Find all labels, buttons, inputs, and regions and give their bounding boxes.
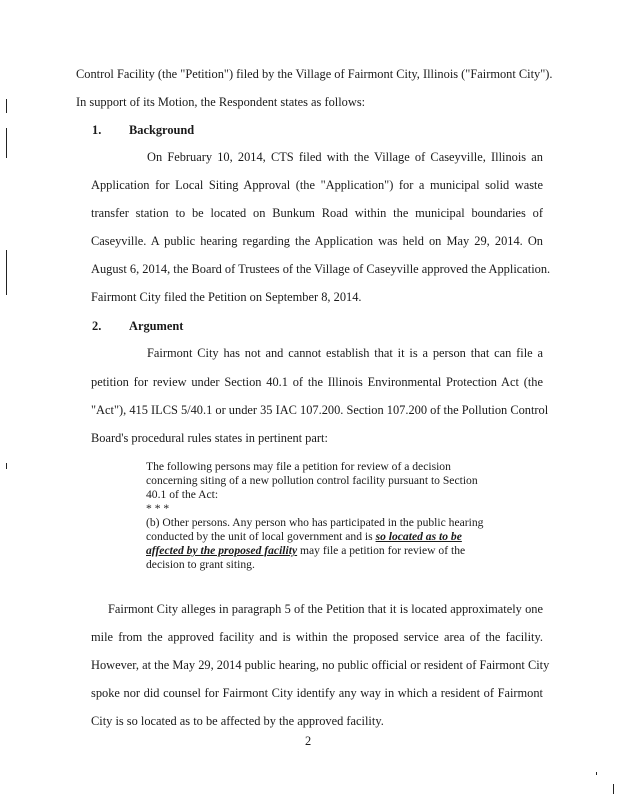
paragraph-line: "Act"), 415 ILCS 5/40.1 or under 35 IAC 107.200. Section 107.200 of the Pollution Control [91, 403, 549, 417]
quote-line: * * * [146, 502, 170, 515]
quote-line: 40.1 of the Act: [146, 488, 219, 501]
scan-margin-mark [596, 772, 597, 775]
paragraph-line: spoke nor did counsel for Fairmont City identify any way in which a resident of Fairmont [91, 686, 543, 700]
quote-line: concerning siting of a new pollution control facility pursuant to Section [146, 474, 478, 487]
paragraph-line: However, at the May 29, 2014 public hearing, no public official or resident of Fairmont City [91, 658, 550, 672]
paragraph-line: August 6, 2014, the Board of Trustees of the Village of Caseyville approved the Application. [91, 262, 551, 276]
section-2-heading: Argument [129, 319, 184, 333]
paragraph-line: transfer station to be located on Bunkum Road within the municipal boundaries of [91, 206, 543, 220]
quote-text: conducted by the unit of local government and is [146, 530, 376, 543]
paragraph-line: City is so located as to be affected by the approved facility. [91, 714, 384, 728]
intro-line-1: Control Facility (the "Petition") filed by the Village of Fairmont City, Illinois ("Fairmont City"). [76, 67, 553, 81]
paragraph-line: Fairmont City filed the Petition on September 8, 2014. [91, 290, 362, 304]
page-number: 2 [305, 734, 312, 748]
quote-emphasis: so located as to be [375, 530, 462, 543]
paragraph-line: Fairmont City alleges in paragraph 5 of the Petition that it is located approximately one [108, 602, 543, 616]
quote-emphasis: affected by the proposed facility [146, 544, 298, 557]
scan-margin-mark [6, 463, 7, 469]
section-1-heading: Background [129, 123, 195, 137]
paragraph-line: mile from the approved facility and is within the proposed service area of the facility. [91, 630, 543, 644]
intro-line-2: In support of its Motion, the Respondent states as follows: [76, 95, 366, 109]
scan-margin-mark [6, 128, 7, 158]
paragraph-line: Application for Local Siting Approval (the "Application") for a municipal solid waste [91, 178, 543, 192]
paragraph-line: petition for review under Section 40.1 of the Illinois Environmental Protection Act (the [91, 375, 543, 389]
quote-line: (b) Other persons. Any person who has participated in the public hearing [146, 516, 484, 529]
paragraph-line: Fairmont City has not and cannot establish that it is a person that can file a [147, 346, 543, 360]
paragraph-line: Board's procedural rules states in pertinent part: [91, 431, 328, 445]
quote-line [146, 530, 462, 544]
paragraph-line: Caseyville. A public hearing regarding the Application was held on May 29, 2014. On [91, 234, 543, 248]
paragraph-line: On February 10, 2014, CTS filed with the Village of Caseyville, Illinois an [147, 150, 543, 164]
quote-line: decision to grant siting. [146, 558, 255, 571]
quote-text: may file a petition for review of the [297, 544, 466, 557]
quote-line [146, 544, 465, 558]
quote-line: The following persons may file a petition for review of a decision [146, 460, 451, 473]
section-2-number: 2. [92, 319, 102, 333]
section-1-number: 1. [92, 123, 102, 137]
scan-margin-mark [6, 250, 7, 295]
scan-margin-mark [6, 99, 7, 113]
scan-margin-mark [613, 784, 614, 794]
